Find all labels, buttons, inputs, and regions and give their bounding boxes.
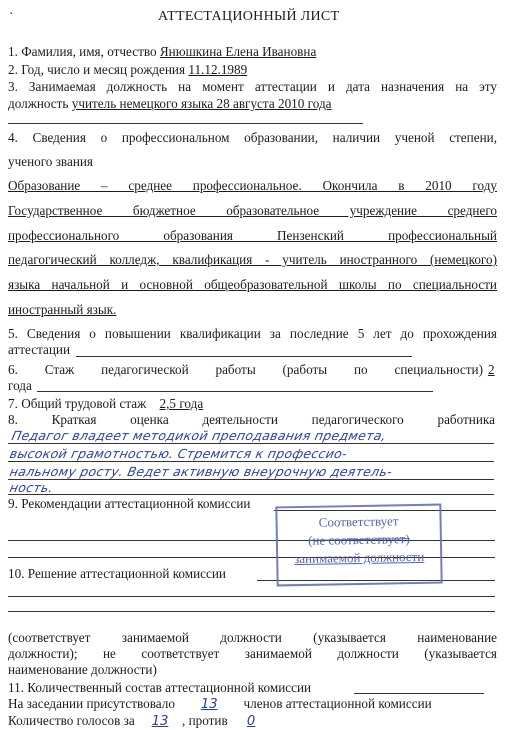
item-8-line-1: 8. Краткая оценка деятельности педагогического работника — [8, 412, 495, 427]
rule-line — [8, 443, 494, 444]
blank-line — [8, 596, 495, 597]
votes-against-label: , против — [182, 713, 228, 728]
item-7 — [8, 396, 223, 412]
handwritten-assessment: нальному росту. Ведет активную внеурочную деятель- — [8, 464, 394, 479]
stamp-line: Соответствует — [318, 513, 399, 530]
item-4-line-1: 4. Сведения о профессиональном образовании, наличии ученой степени, — [8, 130, 497, 145]
item-6-line-1: 6. Стаж педагогической работы (работы по специальности) — [8, 362, 483, 377]
decision-note-line: наименование должности) — [8, 662, 157, 677]
birth-date-value: 11.12.1989 — [188, 62, 248, 77]
position-value: учитель немецкого языка 28 августа 2010 года — [71, 96, 332, 111]
page-title: АТТЕСТАЦИОННЫЙ ЛИСТ — [158, 9, 340, 24]
handwritten-assessment: ность. — [8, 480, 55, 495]
item-10-label: 10. Решение аттестационной комиссии — [8, 566, 226, 581]
attendance-line — [8, 696, 432, 713]
decision-stamp — [275, 504, 442, 587]
votes-for-value: 13 — [151, 714, 169, 729]
education-line: иностранный язык. — [8, 302, 117, 317]
blank-line — [8, 123, 363, 124]
total-experience-value: 2,5 года — [159, 396, 204, 411]
votes-label: Количество голосов за — [8, 713, 135, 728]
item-1 — [8, 44, 316, 60]
votes-against-value: 0 — [246, 714, 256, 729]
education-line: Образование – среднее профессиональное. Окончила в 2010 году — [8, 178, 497, 193]
handwritten-assessment: Педагог владеет методикой преподавания предмета, — [10, 428, 388, 443]
education-line: языка начальной и основной общеобразовательной школы по специальности — [8, 277, 497, 292]
item-11-label: 11. Количественный состав аттестационной комиссии — [8, 680, 312, 695]
education-line: профессионального образования Пензенский профессиональный — [8, 228, 497, 243]
item-2 — [8, 62, 247, 78]
attendance-label: На заседании присутствовало — [8, 696, 175, 711]
item-3-label: должность — [8, 96, 69, 111]
full-name-value: Янюшкина Елена Ивановна — [159, 44, 317, 59]
rule-line — [8, 479, 494, 480]
item-3-line-1: 3. Занимаемая должность на момент аттестации и дата назначения на эту — [8, 79, 497, 94]
attendance-suffix: членов аттестационной комиссии — [243, 696, 432, 711]
item-7-label: 7. Общий трудовой стаж — [8, 396, 147, 411]
item-9-label: 9. Рекомендации аттестационной комиссии — [8, 496, 251, 511]
rule-line — [8, 461, 494, 462]
blank-line — [76, 356, 412, 357]
education-line: Государственное бюджетное образовательное учреждение среднего — [8, 203, 497, 218]
item-3-line-2 — [8, 96, 332, 112]
item-6-line-2: года — [8, 378, 32, 393]
item-5-line-1: 5. Сведения о повышении квалификации за последние 5 лет до прохождения — [8, 326, 497, 341]
education-line: педагогический колледж, квалификация - учитель иностранного (немецкого) — [8, 252, 497, 267]
rule-line — [8, 494, 494, 495]
header-dot: · — [9, 6, 14, 21]
blank-line — [354, 693, 484, 694]
votes-line — [8, 713, 271, 730]
item-4-line-2: ученого звания — [8, 154, 93, 169]
stamp-line: занимаемой должности — [294, 548, 425, 567]
members-present-value: 13 — [200, 697, 218, 712]
pedagogical-experience-value: 2 — [488, 362, 495, 377]
blank-line — [37, 391, 433, 392]
blank-line — [8, 611, 495, 612]
item-1-label: 1. Фамилия, имя, отчество — [8, 44, 157, 59]
decision-note-line: должности); не соответствует занимаемой должности (указывается — [8, 646, 497, 661]
decision-note-line: (соответствует занимаемой должности (указывается наименование — [8, 630, 497, 645]
item-2-label: 2. Год, число и месяц рождения — [8, 62, 186, 77]
item-5-line-2: аттестации — [8, 342, 71, 357]
handwritten-assessment: высокой грамотностью. Стремится к профессио- — [8, 446, 349, 461]
stamp-line: (не соответствует) — [308, 531, 410, 548]
